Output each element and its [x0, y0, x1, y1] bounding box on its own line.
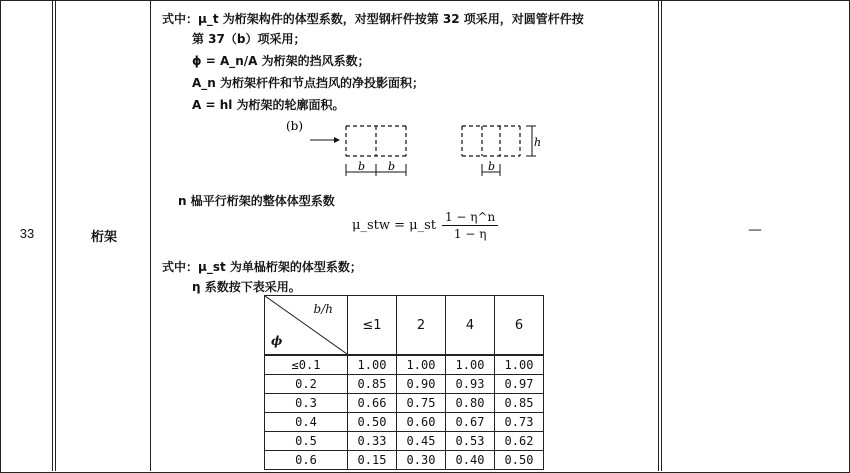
header-cell: 2 — [397, 296, 446, 356]
formula — [352, 210, 498, 241]
text-line: 式中：μ_t 为桁架构件的体型系数，对型钢杆件按第 32 项采用，对圆管杆件按 — [162, 12, 584, 26]
table-header-row — [265, 296, 544, 356]
table-row — [265, 451, 544, 470]
value-cell: 0.45 — [397, 432, 446, 451]
value-cell: 1.00 — [397, 355, 446, 375]
value-cell: 0.40 — [446, 451, 495, 470]
header-cell: 6 — [495, 296, 544, 356]
phi-cell: 0.5 — [265, 432, 348, 451]
value-cell: 0.90 — [397, 375, 446, 394]
text-line: n 榀平行桁架的整体体型系数 — [178, 194, 335, 208]
formula-fraction — [442, 210, 498, 241]
value-cell: 0.60 — [397, 413, 446, 432]
table-row — [265, 355, 544, 375]
value-cell: 0.67 — [446, 413, 495, 432]
row-number: 33 — [19, 226, 35, 241]
row-name: 桁架 — [90, 230, 117, 245]
dim-b: b — [358, 160, 366, 173]
phi-cell: 0.3 — [265, 394, 348, 413]
phi-cell: 0.2 — [265, 375, 348, 394]
column-divider — [150, 0, 151, 471]
value-cell: 0.93 — [446, 375, 495, 394]
phi-cell: 0.6 — [265, 451, 348, 470]
corner-top-label: b/h — [313, 302, 333, 316]
dim-b: b — [488, 160, 496, 173]
formula-denominator: 1 − η — [453, 227, 487, 241]
value-cell: 0.62 — [495, 432, 544, 451]
phi-cell: ≤0.1 — [265, 355, 348, 375]
table-row — [265, 413, 544, 432]
table-row — [265, 432, 544, 451]
value-cell: 0.53 — [446, 432, 495, 451]
value-cell: 0.33 — [348, 432, 397, 451]
value-cell: 0.97 — [495, 375, 544, 394]
dim-b: b — [388, 160, 396, 173]
table-row — [265, 394, 544, 413]
formula-lhs: μ_stw = μ_st — [352, 218, 436, 233]
value-cell: 0.15 — [348, 451, 397, 470]
text-line: A = hl 为桁架的轮廓面积。 — [192, 98, 345, 112]
text-line: 式中：μ_st 为单榀桁架的体型系数； — [162, 260, 362, 274]
text-line: ϕ = A_n/A 为桁架的挡风系数； — [192, 54, 370, 68]
text-line: 第 37（b）项采用； — [192, 32, 306, 46]
row-right-value: — — [748, 222, 762, 238]
corner-bottom-label: ϕ — [271, 334, 283, 348]
value-cell: 0.50 — [495, 451, 544, 470]
value-cell: 1.00 — [446, 355, 495, 375]
header-cell: 4 — [446, 296, 495, 356]
truss-diagram — [284, 116, 544, 188]
text-line: η 系数按下表采用。 — [192, 280, 301, 294]
value-cell: 0.30 — [397, 451, 446, 470]
value-cell: 0.66 — [348, 394, 397, 413]
phi-cell: 0.4 — [265, 413, 348, 432]
diagram-label: (b) — [286, 119, 304, 133]
corner-cell — [265, 296, 348, 356]
header-cell: ≤1 — [348, 296, 397, 356]
formula-numerator: 1 − η^n — [442, 210, 498, 226]
value-cell: 0.73 — [495, 413, 544, 432]
value-cell: 0.75 — [397, 394, 446, 413]
text-line: A_n 为桁架杆件和节点挡风的净投影面积； — [192, 76, 425, 90]
eta-coefficient-table — [264, 295, 544, 470]
dim-h: h — [534, 136, 542, 149]
value-cell: 0.80 — [446, 394, 495, 413]
value-cell: 0.85 — [495, 394, 544, 413]
table-row — [265, 375, 544, 394]
value-cell: 1.00 — [348, 355, 397, 375]
value-cell: 0.50 — [348, 413, 397, 432]
value-cell: 1.00 — [495, 355, 544, 375]
value-cell: 0.85 — [348, 375, 397, 394]
